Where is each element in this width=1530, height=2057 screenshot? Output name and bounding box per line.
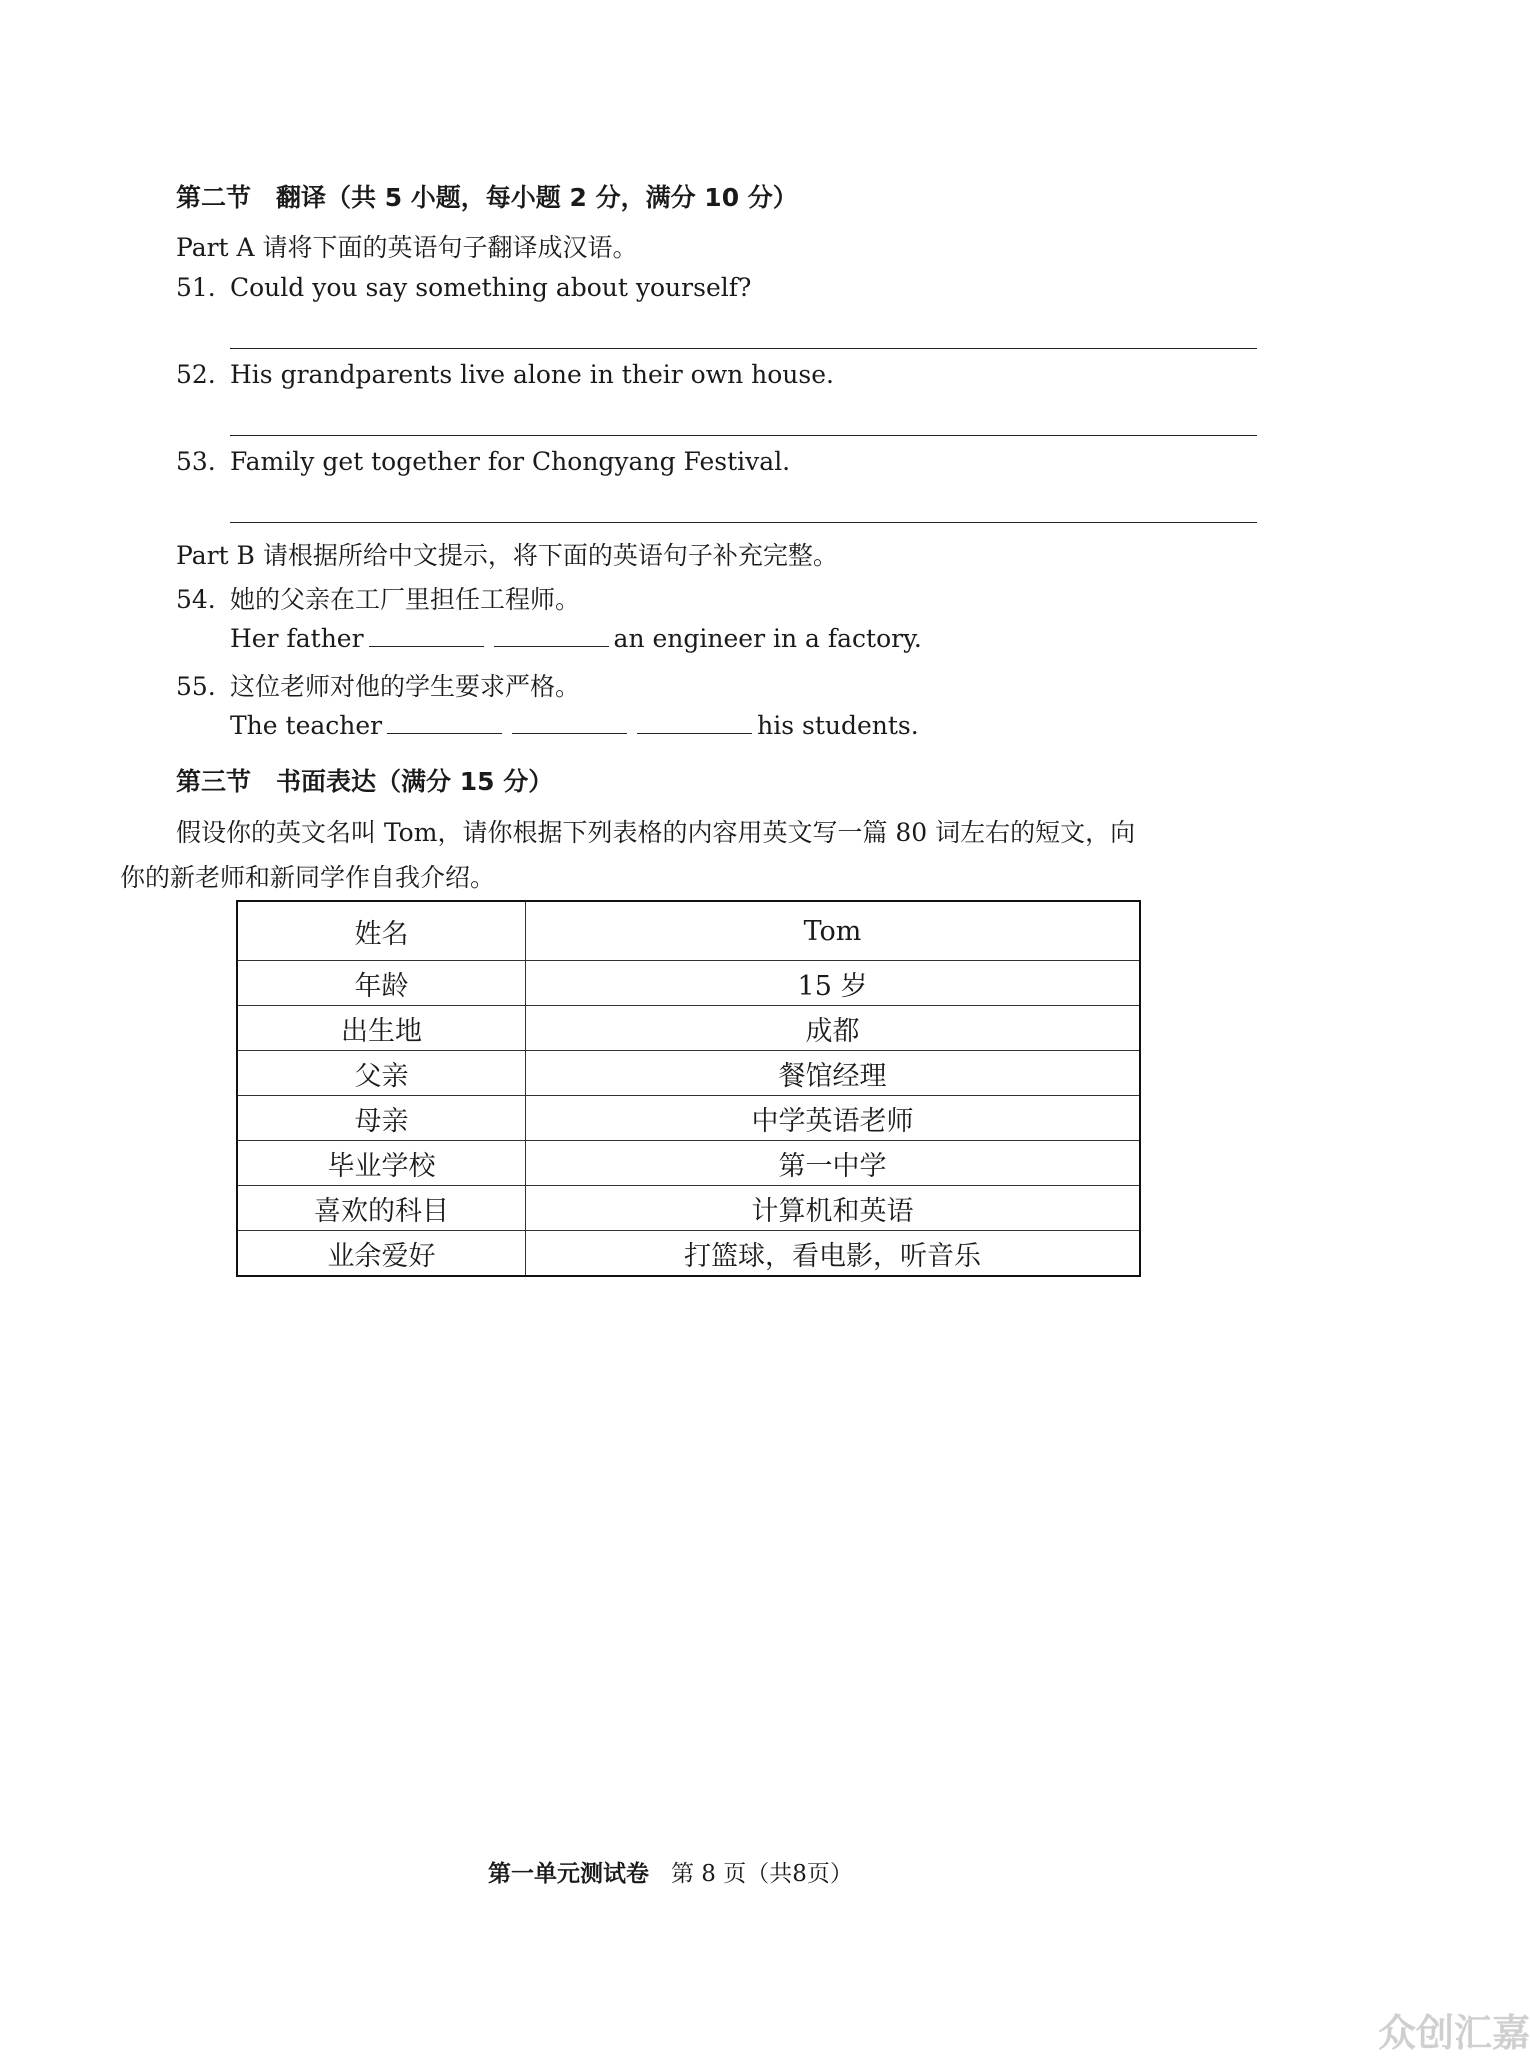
question-text: Family get together for Chongyang Festival. [230,447,791,476]
question-55 [176,667,580,703]
answer-line-53[interactable] [230,522,1257,523]
table-key: 母亲 [237,1096,526,1141]
blank-input[interactable] [369,626,484,647]
table-row [237,961,1140,1006]
table-key: 姓名 [237,901,526,961]
table-value: 计算机和英语 [526,1186,1141,1231]
table-row [237,1231,1140,1277]
partA-instruction: Part A 请将下面的英语句子翻译成汉语。 [176,233,638,262]
table-row [237,901,1140,961]
sentence-start: The teacher [230,711,383,740]
question-cn: 她的父亲在工厂里担任工程师。 [230,585,581,614]
footer-page: 第 8 页（共8页） [670,1861,853,1887]
blank-input[interactable] [512,713,627,734]
table-value: Tom [526,901,1141,961]
blank-input[interactable] [494,626,609,647]
question-51 [176,273,751,302]
answer-line-52[interactable] [230,435,1257,436]
table-value: 打篮球，看电影，听音乐 [526,1231,1141,1277]
question-number: 53. [176,447,216,476]
table-key: 业余爱好 [237,1231,526,1277]
question-55-en [230,711,919,740]
table-value: 餐馆经理 [526,1051,1141,1096]
question-cn: 这位老师对他的学生要求严格。 [230,672,581,701]
table-row [237,1051,1140,1096]
question-52 [176,360,834,389]
table-row [237,1141,1140,1186]
table-value: 15 岁 [526,961,1141,1006]
table-key: 年龄 [237,961,526,1006]
section3-heading: 第三节 书面表达（满分 15 分） [176,767,554,796]
blank-input[interactable] [387,713,502,734]
table-value: 成都 [526,1006,1141,1051]
sentence-end: an engineer in a factory. [613,624,922,653]
page-footer [488,1855,853,1888]
question-number: 54. [176,585,216,614]
info-table [236,900,1141,1277]
question-53 [176,447,790,476]
question-number: 55. [176,672,216,701]
answer-line-51[interactable] [230,348,1257,349]
sentence-start: Her father [230,624,364,653]
table-key: 喜欢的科目 [237,1186,526,1231]
footer-title: 第一单元测试卷 [488,1861,649,1887]
table-key: 出生地 [237,1006,526,1051]
table-row [237,1096,1140,1141]
blank-input[interactable] [637,713,752,734]
watermark-logo: 众创汇嘉 [1378,2011,1530,2055]
writing-prompt-line2: 你的新老师和新同学作自我介绍。 [120,863,496,892]
question-text: His grandparents live alone in their own house. [230,360,834,389]
question-number: 52. [176,360,216,389]
question-54 [176,580,580,616]
table-row [237,1186,1140,1231]
question-text: Could you say something about yourself? [230,273,752,302]
table-value: 中学英语老师 [526,1096,1141,1141]
writing-prompt-line1: 假设你的英文名叫 Tom，请你根据下列表格的内容用英文写一篇 80 词左右的短文，向 [176,818,1136,847]
table-key: 毕业学校 [237,1141,526,1186]
question-number: 51. [176,273,216,302]
section2-heading: 第二节 翻译（共 5 小题，每小题 2 分，满分 10 分） [176,183,798,212]
table-value: 第一中学 [526,1141,1141,1186]
table-row [237,1006,1140,1051]
sentence-end: his students. [757,711,919,740]
partB-instruction: Part B 请根据所给中文提示，将下面的英语句子补充完整。 [176,541,838,570]
table-key: 父亲 [237,1051,526,1096]
question-54-en [230,624,922,653]
